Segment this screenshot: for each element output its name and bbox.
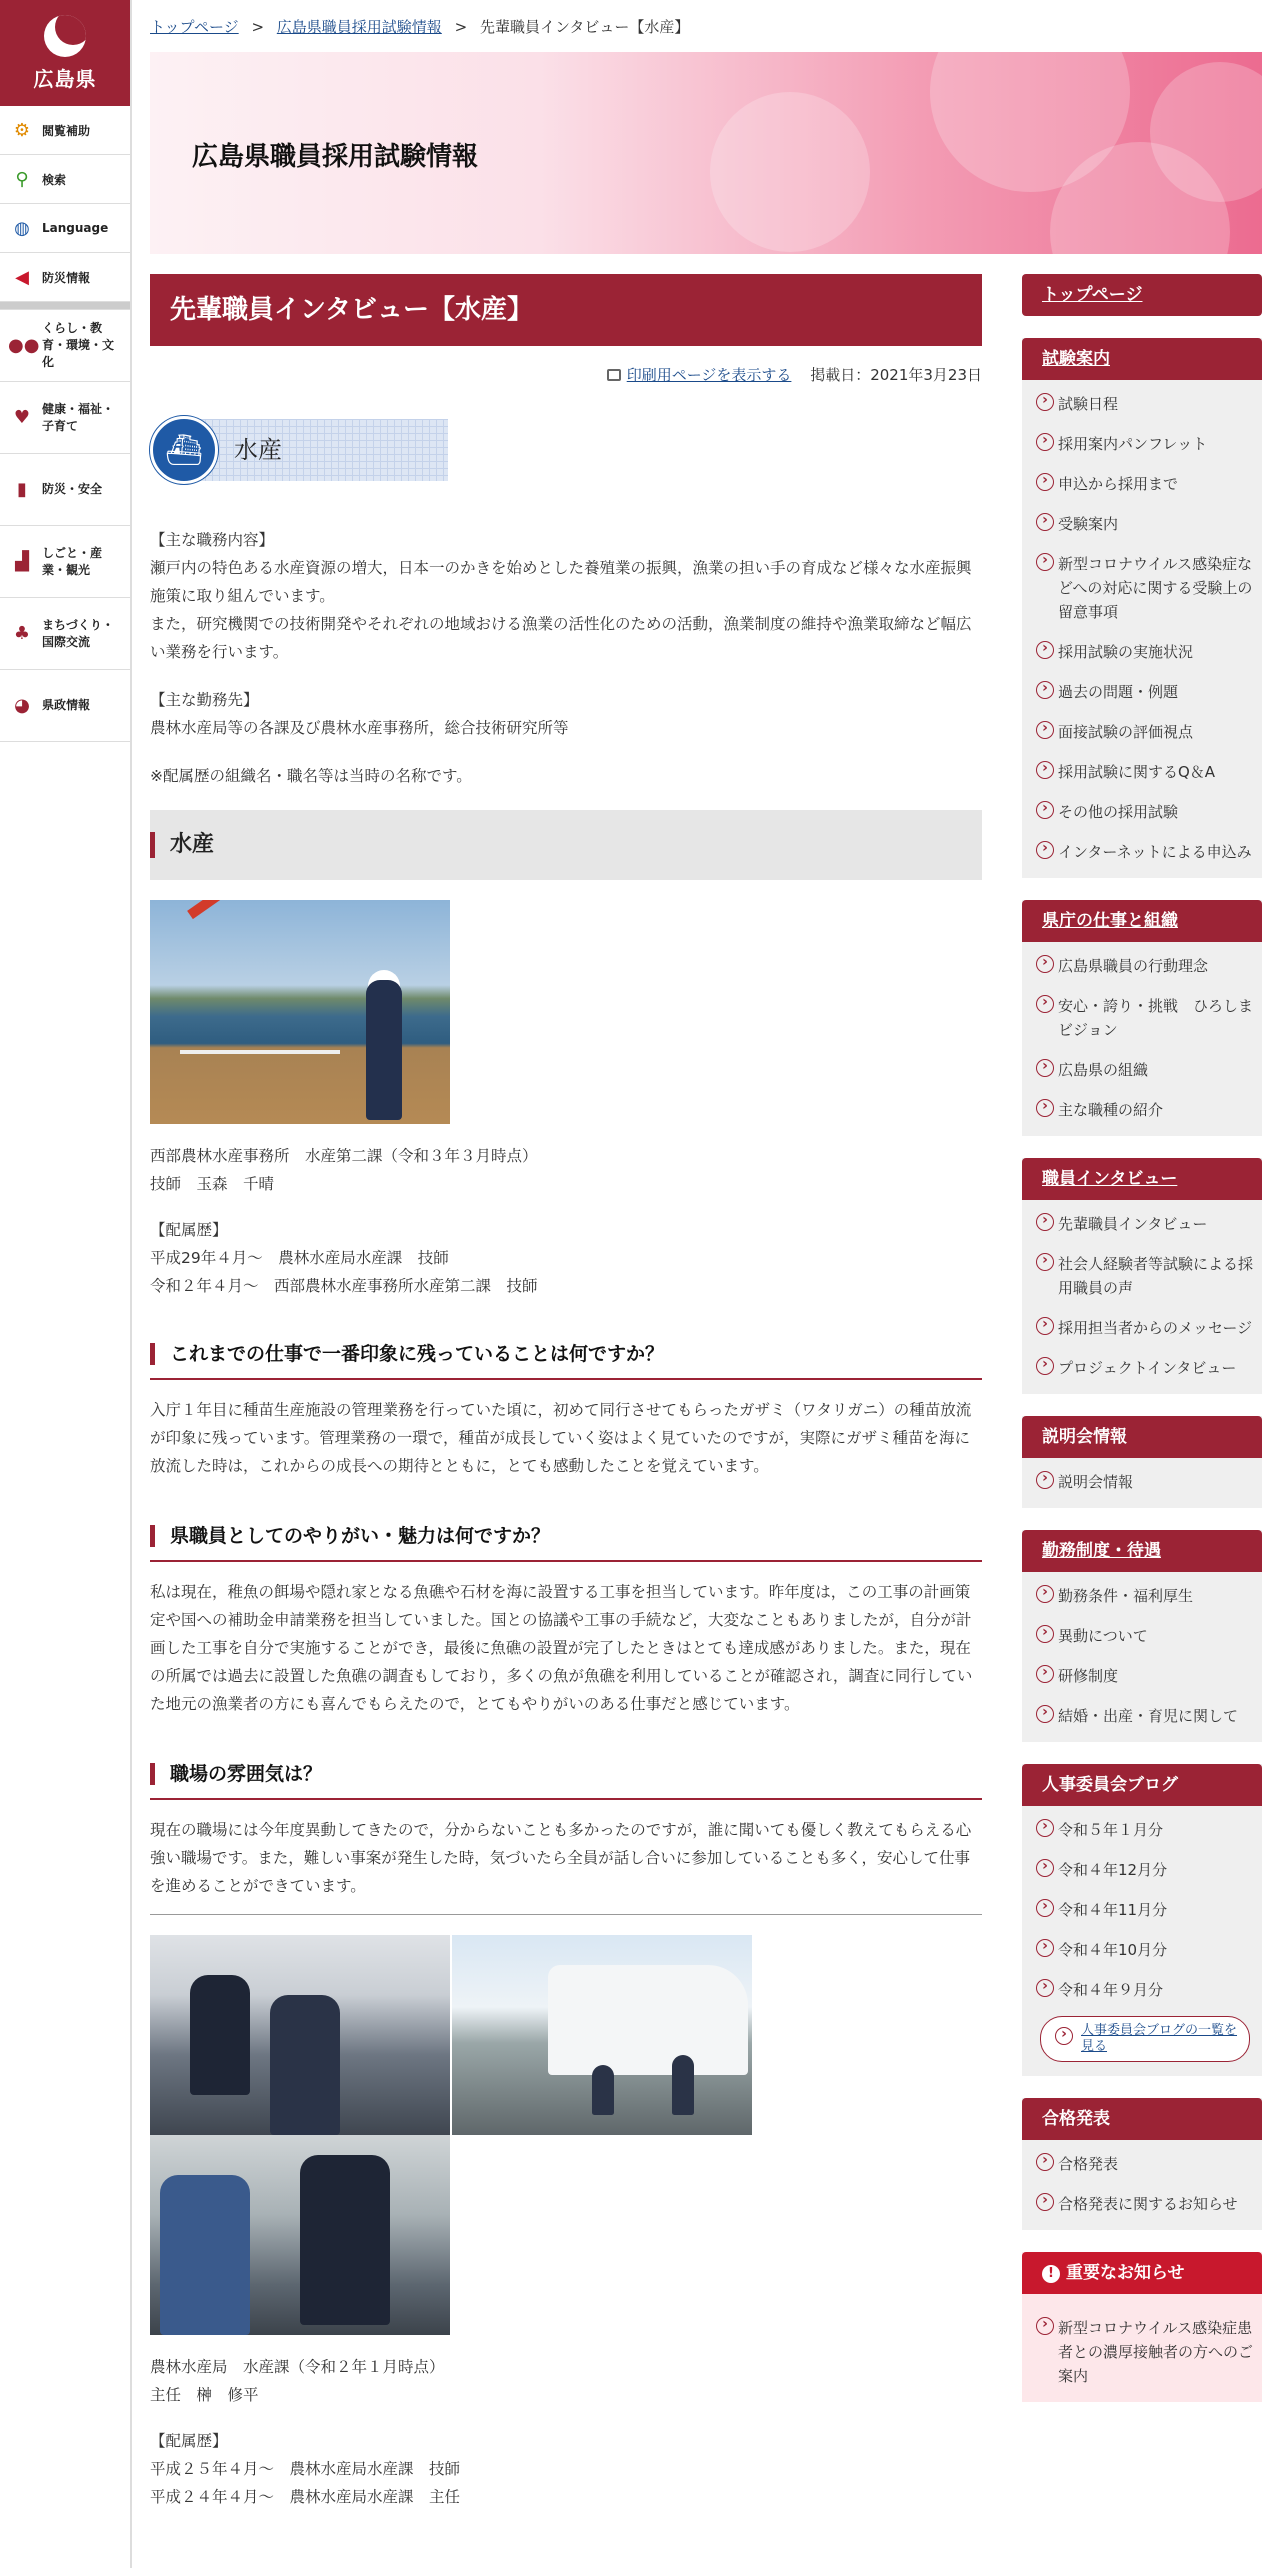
left-navigation	[0, 0, 132, 2568]
breadcrumb	[150, 0, 1264, 52]
sidebar-link[interactable]: › 合格発表	[1036, 2144, 1254, 2184]
nav-accessibility[interactable]	[0, 106, 130, 155]
workplace-heading: 【主な勤務先】	[150, 691, 259, 709]
question-heading: 職場の雰囲気は？	[150, 1748, 982, 1800]
nav-label: Language	[42, 221, 109, 235]
logo-text: 広島県	[33, 66, 97, 91]
page-title: 先輩職員インタビュー【水産】	[150, 274, 982, 346]
sidebar-link[interactable]: › プロジェクトインタビュー	[1036, 1348, 1254, 1388]
sidebar-heading: 説明会情報	[1022, 1416, 1262, 1458]
nav-label: しごと・産業・観光	[42, 545, 103, 577]
sidebar-link[interactable]: › 合格発表に関するお知らせ	[1036, 2184, 1254, 2224]
ship-deck-photo	[150, 900, 450, 1124]
sidebar-link[interactable]: › 令和４年12月分	[1036, 1850, 1254, 1890]
article	[150, 274, 982, 2511]
sidebar-link[interactable]: › 採用試験の実施状況	[1036, 632, 1254, 672]
printer-icon	[607, 369, 621, 381]
sidebar-heading-link[interactable]: 勤務制度・待遇	[1022, 1530, 1262, 1572]
sidebar-link[interactable]: › 広島県の組織	[1036, 1050, 1254, 1090]
answer-text: 入庁１年目に種苗生産施設の管理業務を行っていた頃に，初めて同行させてもらったガザミ（ワタリガニ）の種苗放流が印象に残っています。管理業務の一環で，種苗が成長していく姿はよく見ていたのですが，実際にガザミ種苗を海に放流した時は，これからの成長への期待とともに，とても感動したことを覚えています。	[150, 1401, 972, 1475]
sidebar-link[interactable]: › 研修制度	[1036, 1656, 1254, 1696]
fire-extinguisher-icon: ▮	[17, 478, 27, 500]
nav-label: 防災情報	[42, 270, 91, 285]
sidebar-link[interactable]: › 勤務条件・福利厚生	[1036, 1576, 1254, 1616]
blog-list-more-button[interactable]: › 人事委員会ブログの一覧を見る	[1040, 2016, 1250, 2062]
pie-chart-icon: ◕	[14, 694, 30, 716]
photo-gallery	[150, 1935, 982, 2335]
banner-decoration	[710, 92, 870, 252]
answer-text: 私は現在，稚魚の餌場や隠れ家となる魚礁や石材を海に設置する工事を担当しています。昨年度は，この工事の計画策定や国への補助金申請業務を担当していました。国との協議や工事の手続など，大変なこともありましたが，自分が計画した工事を自分で実施することができ，最後に魚礁の設置が完了したときはとても達成感がありました。また，現在の所属では過去に設置した魚礁の調査もしており，多くの魚が魚礁を利用していることが確認され，調査に同行していた地元の漁業者の方にも喜んでもらえたので，とてもやりがいのある仕事だと感じています。	[150, 1583, 973, 1713]
history-item: 平成２４年４月～ 農林水産局水産課 主任	[150, 2488, 461, 2506]
breadcrumb-current: 先輩職員インタビュー【水産】	[479, 18, 690, 36]
history-heading: 【配属歴】	[150, 1221, 228, 1239]
nav-label: 防災・安全	[42, 482, 103, 497]
sidebar-link[interactable]: › その他の採用試験	[1036, 792, 1254, 832]
workplace-text: 農林水産局等の各課及び農林水産事務所，総合技術研究所等	[150, 719, 569, 737]
main-area	[150, 0, 1264, 2506]
person-name: 技師 玉森 千晴	[150, 1175, 275, 1193]
answer-text: 現在の職場には今年度異動してきたので，分からないことも多かったのですが，誰に聞いても優しく教えてもらえる心強い職場です。また，難しい事案が発生した時，気づいたら全員が話し合いに参加していることも多く，安心して仕事を進めることができています。	[150, 1821, 972, 1895]
logo-mark-icon	[44, 15, 86, 57]
sidebar-block-interview	[1022, 1158, 1262, 1394]
nav-language[interactable]	[0, 204, 130, 253]
megaphone-icon: ◀	[15, 266, 29, 288]
posted-date: 掲載日：2021年3月23日	[810, 366, 982, 384]
photo-row	[150, 900, 982, 1124]
right-sidebar	[1022, 274, 1262, 2424]
nav-label: 閲覧補助	[42, 123, 91, 138]
sidebar-link[interactable]: › 令和４年10月分	[1036, 1930, 1254, 1970]
sidebar-link[interactable]: › 安心・誇り・挑戦 ひろしまビジョン	[1036, 986, 1254, 1050]
sidebar-block-results	[1022, 2098, 1262, 2230]
sidebar-link[interactable]: › 説明会情報	[1036, 1462, 1254, 1502]
history-item: 平成29年４月～ 農林水産局水産課 技師	[150, 1249, 449, 1267]
sidebar-link[interactable]: › 面接試験の評価視点	[1036, 712, 1254, 752]
sidebar-block-conditions	[1022, 1530, 1262, 1742]
sidebar-link[interactable]: › 社会人経験者等試験による採用職員の声	[1036, 1244, 1254, 1308]
breadcrumb-separator: >	[251, 18, 265, 36]
question-heading: これまでの仕事で一番印象に残っていることは何ですか？	[150, 1328, 982, 1380]
sidebar-link[interactable]: › 異動について	[1036, 1616, 1254, 1656]
duties-block	[150, 526, 982, 666]
nav-health[interactable]	[0, 382, 130, 454]
banner-title: 広島県職員採用試験情報	[192, 142, 479, 172]
sidebar-block-briefing	[1022, 1416, 1262, 1508]
sidebar-link[interactable]: › 令和４年11月分	[1036, 1890, 1254, 1930]
patrol-boat-photo	[452, 1935, 752, 2135]
sidebar-link[interactable]: › 広島県職員の行動理念	[1036, 946, 1254, 986]
site-banner[interactable]	[150, 52, 1262, 254]
category-label: 水産	[184, 419, 448, 481]
sidebar-link[interactable]: › 結婚・出産・育児に関して	[1036, 1696, 1254, 1736]
history-item: 平成２５年４月～ 農林水産局水産課 技師	[150, 2460, 461, 2478]
sidebar-link[interactable]: › 試験日程	[1036, 384, 1254, 424]
alert-icon: !	[1042, 2265, 1060, 2283]
sidebar-link[interactable]: › 令和５年１月分	[1036, 1810, 1254, 1850]
heart-icon: ♥	[13, 406, 31, 428]
nav-label: 健康・福祉・子育て	[42, 401, 115, 433]
nav-living[interactable]	[0, 310, 130, 382]
office-photo	[150, 1935, 450, 2135]
prefecture-logo[interactable]	[0, 0, 130, 106]
breadcrumb-separator: >	[454, 18, 468, 36]
sidebar-block-exam	[1022, 338, 1262, 878]
sidebar-top-link[interactable]: トップページ	[1022, 274, 1262, 316]
search-icon: ⚲	[15, 168, 29, 190]
nav-work[interactable]	[0, 526, 130, 598]
sidebar-heading-link[interactable]: 職員インタビュー	[1022, 1158, 1262, 1200]
tree-icon: ♣	[13, 622, 31, 644]
sidebar-heading-link[interactable]: 試験案内	[1022, 338, 1262, 380]
question-heading: 県職員としてのやりがい・魅力は何ですか？	[150, 1510, 982, 1562]
breadcrumb-parent-link[interactable]: 広島県職員採用試験情報	[276, 18, 442, 36]
person-name: 主任 榊 修平	[150, 2386, 259, 2404]
breadcrumb-home-link[interactable]: トップページ	[150, 18, 239, 36]
sidebar-link[interactable]: › 新型コロナウイルス感染症などへの対応に関する受験上の留意事項	[1036, 544, 1254, 632]
print-row	[150, 364, 982, 390]
sidebar-heading: 人事委員会ブログ	[1022, 1764, 1262, 1806]
lab-work-photo	[150, 2135, 450, 2335]
sidebar-link[interactable]: › 採用試験に関するQ＆A	[1036, 752, 1254, 792]
nav-town[interactable]	[0, 598, 130, 670]
factory-icon: ▟	[15, 550, 29, 572]
sidebar-link[interactable]: › 申込から採用まで	[1036, 464, 1254, 504]
sidebar-block-notice	[1022, 2252, 1262, 2402]
sidebar-link[interactable]: › インターネットによる申込み	[1036, 832, 1254, 872]
divider	[150, 1914, 982, 1915]
sidebar-link[interactable]: › 受験案内	[1036, 504, 1254, 544]
section-heading: 水産	[150, 810, 982, 880]
nav-government[interactable]	[0, 670, 130, 742]
sidebar-block-organization	[1022, 900, 1262, 1136]
sidebar-link[interactable]: › 過去の問題・例題	[1036, 672, 1254, 712]
notice-heading	[1022, 2252, 1262, 2294]
history-item: 令和２年４月～ 西部農林水産事務所水産第二課 技師	[150, 1277, 538, 1295]
people-icon: ●●	[8, 334, 40, 356]
duties-text: 瀬戸内の特色ある水産資源の増大，日本一のかきを始めとした養殖業の振興，漁業の担い手の育成など様々な水産振興施策に取り組んでいます。	[150, 559, 972, 605]
sidebar-link[interactable]: › 先輩職員インタビュー	[1036, 1204, 1254, 1244]
nav-label: 県政情報	[42, 698, 91, 713]
nav-disaster-info[interactable]	[0, 253, 130, 302]
nav-safety[interactable]	[0, 454, 130, 526]
history-heading: 【配属歴】	[150, 2432, 228, 2450]
person-office: 西部農林水産事務所 水産第二課（令和３年３月時点）	[150, 1147, 538, 1165]
person-office: 農林水産局 水産課（令和２年１月時点）	[150, 2358, 445, 2376]
person2-block	[150, 2353, 982, 2511]
globe-icon: ◍	[14, 217, 30, 239]
sidebar-link[interactable]: › 令和４年９月分	[1036, 1970, 1254, 2010]
gear-icon: ⚙	[13, 119, 31, 141]
ship-icon: ⛴	[150, 416, 218, 484]
sidebar-block-blog	[1022, 1764, 1262, 2076]
sidebar-link[interactable]: › 採用案内パンフレット	[1036, 424, 1254, 464]
notice-title: 重要なお知らせ	[1066, 2263, 1185, 2283]
nav-label: まちづくり・国際交流	[42, 617, 114, 649]
duties-heading: 【主な職務内容】	[150, 531, 275, 549]
sidebar-link[interactable]: › 採用担当者からのメッセージ	[1036, 1308, 1254, 1348]
sidebar-link[interactable]: › 主な職種の紹介	[1036, 1090, 1254, 1130]
nav-divider	[0, 302, 130, 310]
duties-text: また，研究機関での技術開発やそれぞれの地域おける漁業の活性化のための活動，漁業制度の維持や漁業取締など幅広い業務を行います。	[150, 615, 972, 661]
category-header	[150, 416, 982, 484]
nav-label: くらし・教育・環境・文化	[42, 321, 115, 369]
workplace-block	[150, 686, 982, 742]
nav-search[interactable]	[0, 155, 130, 204]
sidebar-link[interactable]: › 新型コロナウイルス感染症患者との濃厚接触者の方へのご案内	[1036, 2308, 1254, 2396]
person1-block	[150, 1142, 982, 1300]
note-text: ※配属歴の組織名・職名等は当時の名称です。	[150, 767, 472, 785]
sidebar-heading: 合格発表	[1022, 2098, 1262, 2140]
print-page-link[interactable]: 印刷用ページを表示する	[626, 366, 792, 384]
nav-label: 検索	[42, 172, 67, 187]
sidebar-heading-link[interactable]: 県庁の仕事と組織	[1022, 900, 1262, 942]
